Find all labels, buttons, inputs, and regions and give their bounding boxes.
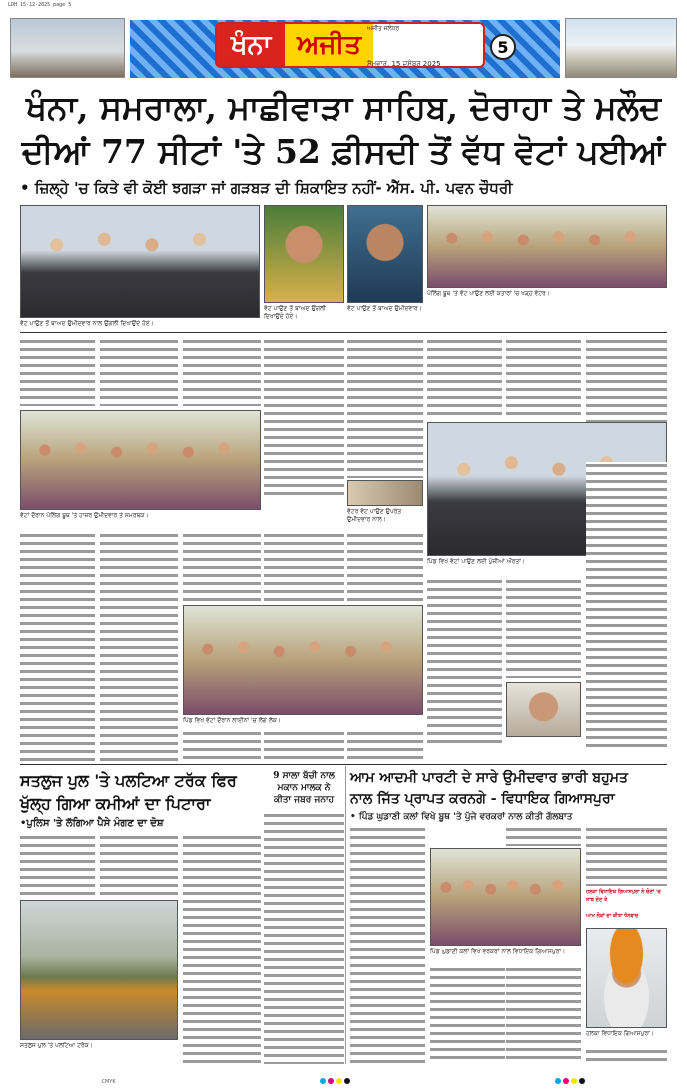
body-column [506,338,581,418]
lead-headline-line1: ਖੰਨਾ, ਸਮਰਾਲਾ, ਮਾਛੀਵਾੜਾ ਸਾਹਿਬ, ਦੋਰਾਹਾ ਤੇ ਮਲੌਦ [26,88,661,127]
logo-edition: ਅਜੀਤ ਜਲੰਧਰ [367,25,400,32]
story4-headline-line2: ਨਾਲ ਜਿੱਤ ਪ੍ਰਾਪਤ ਕਰਨਗੇ - ਵਿਧਾਇਕ ਗਿਆਸਪੁਰਾ [350,791,615,807]
body-column [347,532,423,602]
caption-8: ਪਿੰਡ ਵਿਖੇ ਵੋਟਾਂ ਦੌਰਾਨ ਲਾਈਨਾਂ 'ਚ ਲੱਗੇ ਲੋਕ। [183,717,281,724]
story2-subhead: •ਪੁਲਿਸ 'ਤੇ ਲੱਗਿਆ ਪੈਸੇ ਮੰਗਣ ਦਾ ਦੋਸ਼ [20,818,164,829]
body-column [506,826,581,846]
photo-candidate-portrait-1 [264,205,344,303]
masthead-logo [215,22,485,68]
body-column [100,834,178,896]
story4-headline-line1: ਆਮ ਆਦਮੀ ਪਾਰਟੀ ਦੇ ਸਾਰੇ ਉਮੀਦਵਾਰ ਭਾਰੀ ਬਹੁਮਤ [350,770,628,786]
body-column [183,834,261,1064]
story2-headline-line1: ਸਤਲੁਜ ਪੁਲ 'ਤੇ ਪਲਟਿਆ ਟਰੱਕ ਫਿਰ [20,771,237,790]
story2-caption: ਸਤਲੁਜ ਪੁਲ 'ਤੇ ਪਲਟਿਆ ਟਰੱਕ। [20,1042,93,1049]
photo-women-voters [183,605,423,715]
body-column [183,730,261,760]
body-column [20,532,95,762]
lead-headline-line2: ਦੀਆਂ 77 ਸੀਟਾਂ 'ਤੇ 52 ਫ਼ੀਸਦੀ ਤੋਂ ਵੱਧ ਵੋਟਾਂ ਪਈਆਂ [21,132,666,171]
body-column [100,532,178,762]
photo-candidate-small [347,480,423,506]
body-column [586,462,667,752]
photo-candidate-portrait-2 [347,205,423,303]
story5-headline-line1: ਹਲਕਾ ਵਿਧਾਇਕ ਗਿਆਸਪੁਰਾ ਨੇ ਚੋਣਾਂ 'ਚ ਸਾਥ ਦੇਣ ਤੇ [586,889,661,903]
photo-official [506,682,581,737]
caption-2: ਵੋਟ ਪਾਉਣ ਤੋਂ ਬਾਅਦ ਉਂਗਲੀ ਦਿਖਾਉਂਦੇ ਹੋਏ। [264,305,326,320]
print-colorbar [0,1075,687,1089]
caption-1: ਵੋਟ ਪਾਉਣ ਤੋਂ ਬਾਅਦ ਉਮੀਦਵਾਰ ਨਾਲ ਉਂਗਲੀ ਦਿਖਾਉਂਦੇ ਹੋਏ। [20,320,154,327]
story4-subhead: • ਪਿੰਡ ਘੁਡਾਣੀ ਕਲਾਂ ਵਿਖੇ ਬੂਥ 'ਤੇ ਪੁੱਜੇ ਵਰਕਰਾਂ ਨਾਲ ਕੀਤੀ ਗੱਲਬਾਤ [350,812,573,822]
issue-date: ਸੋਮਵਾਰ, 15 ਦਸੰਬਰ 2025 [367,60,441,68]
logo-paper: ਅਜੀਤ [285,24,373,66]
body-column [427,338,502,418]
story2-headline-line2: ਖੁੱਲ੍ਹ ਗਿਆ ਕਮੀਆਂ ਦਾ ਪਿਟਾਰਾ [20,794,211,813]
body-column [506,578,581,678]
story5-caption: ਹਲਕਾ ਵਿਧਾਇਕ ਗਿਆਸਪੁਰਾ। [586,1030,654,1037]
photo-mla [586,928,667,1028]
story3-headline-line1: 9 ਸਾਲਾ ਬੱਚੀ ਨਾਲ [273,771,335,781]
rule [20,332,667,333]
cmyk-label: CMYK [101,1079,116,1085]
body-column [430,966,505,1064]
story3-headline-line3: ਕੀਤਾ ਜਬਰ ਜਨਾਹ [273,795,335,805]
body-column [183,532,261,602]
photo-voters-queue [427,205,667,288]
print-slug: LDH 15-12-2025 page 5 [8,2,72,8]
caption-4: ਪੋਲਿੰਗ ਬੂਥ 'ਤੇ ਵੋਟ ਪਾਉਣ ਲਈ ਕਤਾਰਾਂ 'ਚ ਖੜ੍ਹੇ ਵੋਟਰ। [427,290,550,297]
color-dots [554,1078,586,1086]
color-dots [319,1078,351,1086]
photo-polling-booth [20,410,261,510]
caption-3: ਵੋਟ ਪਾਉਣ ਤੋਂ ਬਾਅਦ ਉਮੀਦਵਾਰ। [347,305,422,312]
body-column [183,338,261,406]
body-column [20,834,95,896]
story5-headline-line2: ਆਮ ਲੋਕਾਂ ਦਾ ਕੀਤਾ ਧੰਨਵਾਦ [586,913,639,919]
body-column [264,532,344,602]
body-column [347,730,423,760]
rule [345,766,346,1064]
story3-headline-line2: ਮਕਾਨ ਮਾਲਕ ਨੇ [277,783,331,793]
page-number: 5 [490,34,516,60]
body-column [586,1048,667,1064]
body-column [350,826,425,1064]
masthead-photo-right [565,18,677,78]
body-column [264,812,344,1064]
rule [20,764,667,765]
photo-overturned-truck [20,900,178,1040]
caption-6: ਪਿੰਡ ਵਿਖੇ ਵੋਟਾਂ ਪਾਉਣ ਲਈ ਪੁੱਜੀਆਂ ਔਰਤਾਂ। [427,558,525,565]
caption-5: ਵੋਟਾਂ ਦੌਰਾਨ ਪੋਲਿੰਗ ਬੂਥ 'ਤੇ ਹਾਜ਼ਰ ਉਮੀਦਵਾਰ ਤੇ ਸਮਰਥਕ। [20,512,149,519]
caption-7: ਵੋਟਰ ਵੋਟ ਪਾਉਣ ਉਪਰੰਤ ਉਮੀਦਵਾਰ ਨਾਲ। [347,508,402,523]
body-column [427,578,502,748]
body-column [264,730,344,760]
body-column [20,338,95,406]
photo-candidates-group [20,205,260,318]
body-column [506,966,581,1064]
logo-city: ਖੰਨਾ [217,24,285,66]
body-column [264,338,344,498]
body-column [100,338,178,406]
story4-caption: ਪਿੰਡ ਘੁਡਾਣੀ ਕਲਾਂ ਵਿਖੇ ਵਰਕਰਾਂ ਨਾਲ ਵਿਧਾਇਕ ਗਿਆਸਪੁਰਾ। [430,948,566,955]
photo-aap-workers [430,848,581,946]
lead-subhead: • ਜ਼ਿਲ੍ਹੇ 'ਚ ਕਿਤੇ ਵੀ ਕੋਈ ਝਗੜਾ ਜਾਂ ਗੜਬੜ ਦੀ ਸ਼ਿਕਾਇਤ ਨਹੀਂ- ਐੱਸ. ਪੀ. ਪਵਨ ਚੌਧਰੀ [20,179,513,197]
body-column [586,826,667,886]
masthead [10,12,677,84]
masthead-photo-left [10,18,125,78]
body-column [347,338,423,478]
